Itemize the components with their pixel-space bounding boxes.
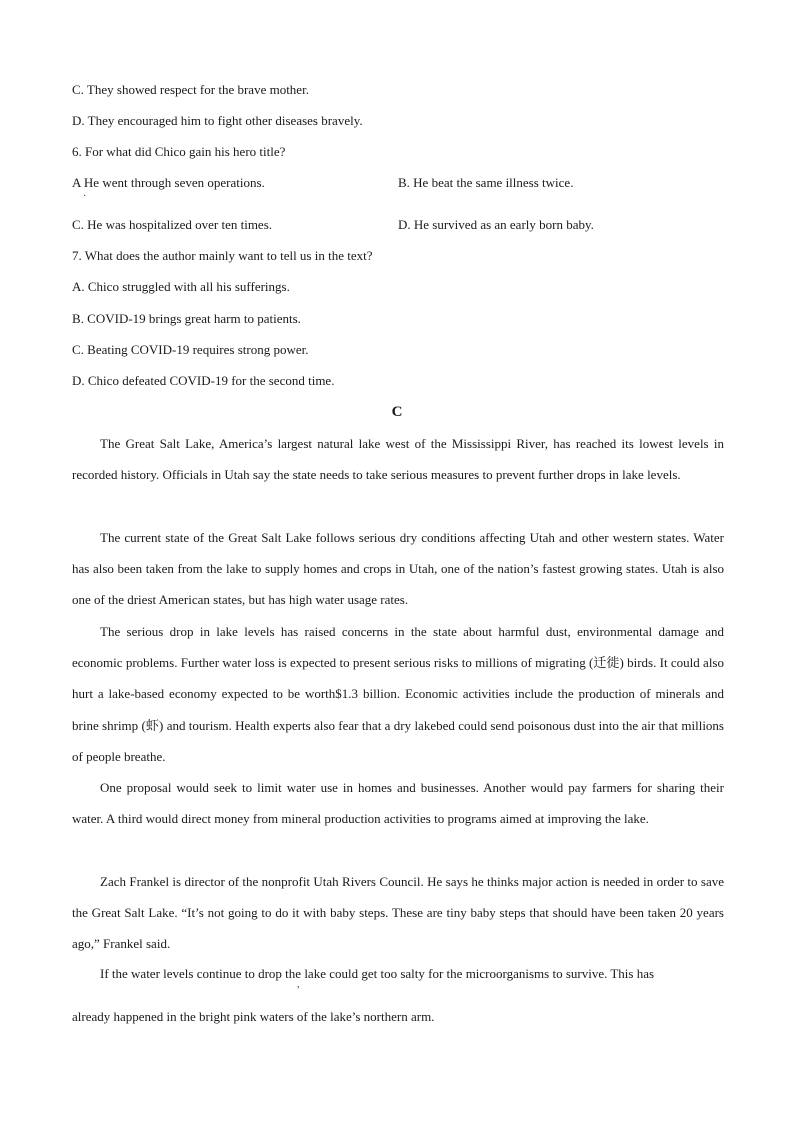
passage-heading: C — [391, 404, 403, 420]
q5-option-c: C. They showed respect for the brave mother. — [72, 82, 309, 97]
passage-paragraph-4: One proposal would seek to limit water use in homes and businesses. Another would pay farmers for sharing their water. A third would direct money from mineral production activities to programs aimed at improving the lake. — [72, 780, 724, 827]
q6-option-c: C. He was hospitalized over ten times. — [72, 217, 273, 232]
q7-option-a: A. Chico struggled with all his sufferings. — [72, 279, 290, 294]
q6-option-d: D. He survived as an early born baby. — [398, 217, 594, 232]
q6-option-b: B. He beat the same illness twice. — [398, 175, 574, 190]
q7-option-c: C. Beating COVID-19 requires strong power. — [72, 342, 309, 357]
q7-stem: 7. What does the author mainly want to tell us in the text? — [72, 248, 373, 263]
stray-comma-mark: , — [297, 979, 300, 990]
passage-paragraph-1: The Great Salt Lake, America’s largest natural lake west of the Mississippi River, has reached its lowest levels in recorded history. Officials in Utah say the state needs to take serious measures to prevent further drops in lake levels. — [72, 436, 724, 483]
passage-paragraph-6-line-1: If the water levels continue to drop the lake could get too salty for the microorganisms to survive. This has — [100, 966, 655, 981]
passage-paragraph-5: Zach Frankel is director of the nonprofit Utah Rivers Council. He says he thinks major action is needed in order to save the Great Salt Lake. “It’s not going to do it with baby steps. These are tiny baby steps that should have been taken 20 years ago,” Frankel said. — [72, 874, 724, 952]
passage-paragraph-6-line-2: already happened in the bright pink waters of the lake’s northern arm. — [72, 1009, 435, 1024]
passage-paragraph-2: The current state of the Great Salt Lake follows serious dry conditions affecting Utah and other western states. Water has also been taken from the lake to supply homes and crops in Utah, one of the nation’s fastest growing states. Utah is also one of the driest American states, but has high water usage rates. — [72, 530, 724, 608]
stray-dot-mark: · — [83, 191, 87, 202]
passage-paragraph-3: The serious drop in lake levels has raised concerns in the state about harmful dust, environmental damage and economic problems. Further water loss is expected to present serious risks to millions of migrating (迁徙) birds. It could also hurt a lake-based economy expected to be worth$1.3 billion. Economic activities include the production of minerals and brine shrimp (虾) and tourism. Health experts also fear that a dry lakebed could send poisonous dust into the air that millions of people breathe. — [72, 624, 724, 764]
q7-option-d: D. Chico defeated COVID-19 for the second time. — [72, 373, 335, 388]
q7-option-b: B. COVID-19 brings great harm to patients. — [72, 311, 301, 326]
q6-option-a: A He went through seven operations. — [72, 175, 265, 190]
q5-option-d: D. They encouraged him to fight other diseases bravely. — [72, 113, 363, 128]
q6-stem: 6. For what did Chico gain his hero title? — [72, 144, 286, 159]
